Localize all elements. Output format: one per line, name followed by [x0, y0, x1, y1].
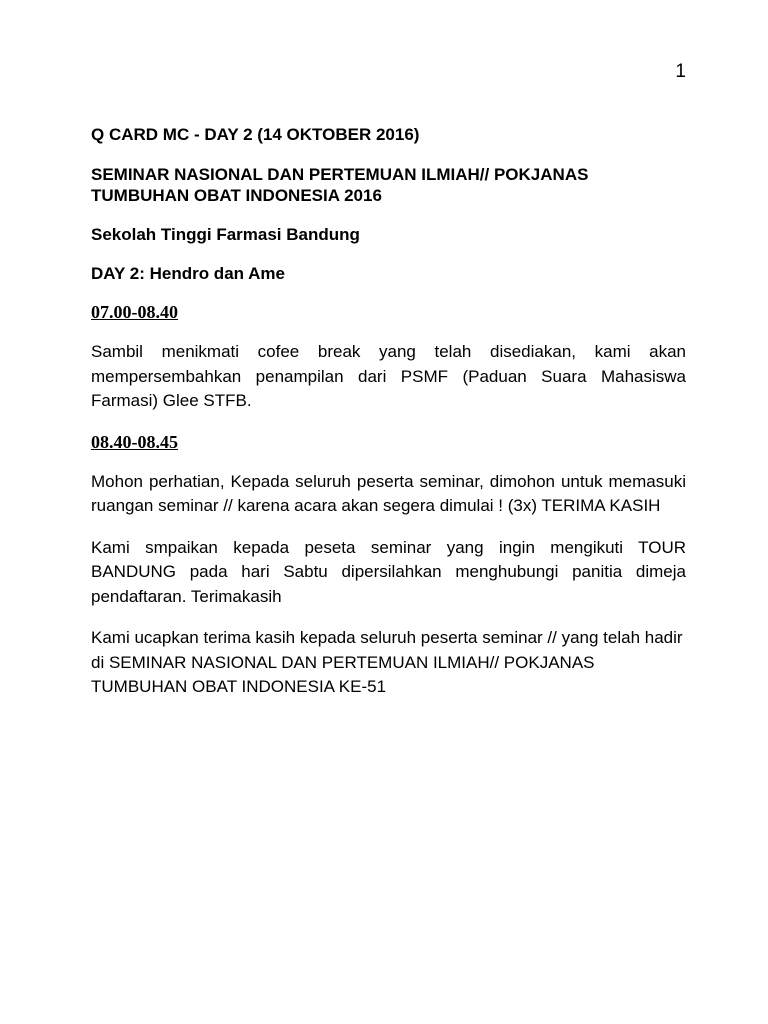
- document-title: Q CARD MC - DAY 2 (14 OKTOBER 2016): [91, 125, 420, 144]
- day-hosts: DAY 2: Hendro dan Ame: [91, 264, 285, 283]
- session-paragraph: Mohon perhatian, Kepada seluruh peserta seminar, dimohon untuk memasuki ruangan seminar // karena acara akan segera dimulai ! (3x) TERIMA KASIH: [91, 471, 686, 515]
- session-time: 07.00-08.40: [91, 302, 178, 322]
- page-number: 1: [675, 61, 686, 82]
- document-body: [91, 124, 686, 717]
- session-paragraph: Kami ucapkan terima kasih kepada seluruh peserta seminar // yang telah hadir di SEMINAR NASIONAL DAN PERTEMUAN ILMIAH// POKJANAS TUMBUHAN OBAT INDONESIA KE-51: [91, 628, 683, 696]
- school-name: Sekolah Tinggi Farmasi Bandung: [91, 225, 360, 244]
- session-paragraph: Kami smpaikan kepada peseta seminar yang ingin mengikuti TOUR BANDUNG pada hari Sabtu dipersilahkan menghubungi panitia dimeja pendaftaran. Terimakasih: [91, 537, 686, 606]
- session-paragraph: Sambil menikmati cofee break yang telah disediakan, kami akan mempersembahkan penampilan dari PSMF (Paduan Suara Mahasiswa Farmasi) Glee STFB.: [91, 342, 686, 410]
- session-time: 08.40-08.45: [91, 431, 178, 452]
- seminar-title: SEMINAR NASIONAL DAN PERTEMUAN ILMIAH// POKJANAS TUMBUHAN OBAT INDONESIA 2016: [91, 165, 589, 205]
